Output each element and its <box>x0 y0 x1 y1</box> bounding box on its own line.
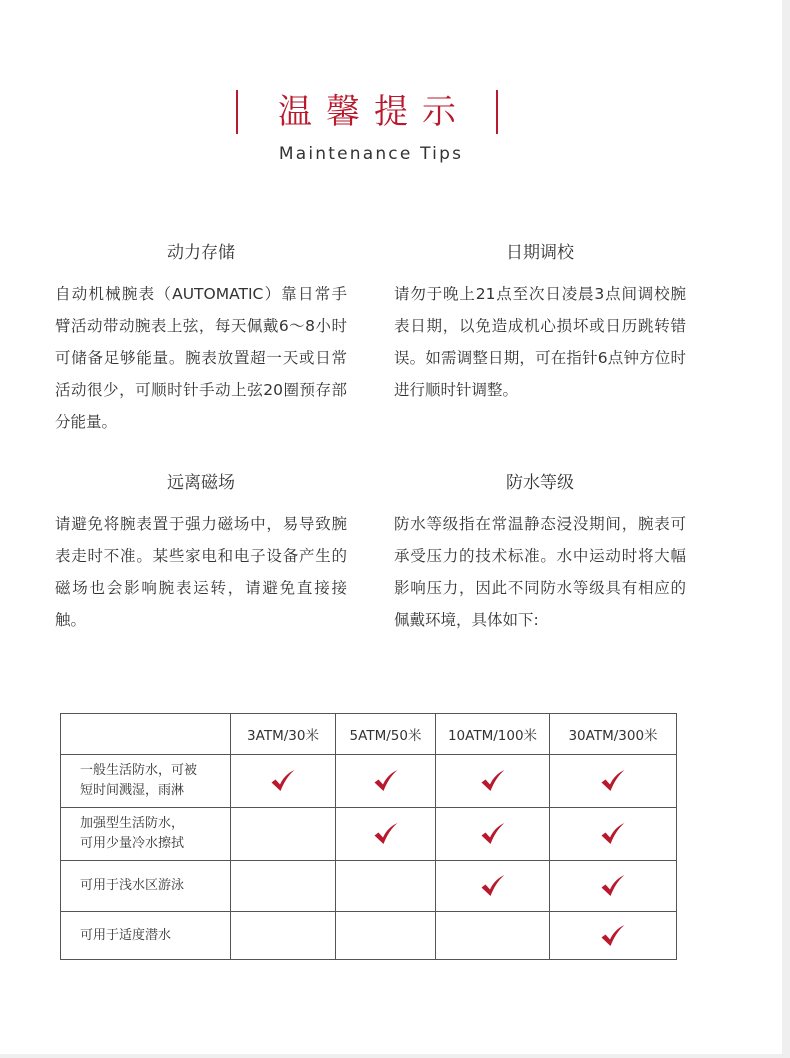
section-power-reserve <box>55 238 347 438</box>
rating-cell <box>550 808 677 861</box>
rating-cell <box>550 861 677 912</box>
rating-cell <box>336 808 436 861</box>
title-divider-right <box>496 90 498 134</box>
check-icon <box>270 769 296 793</box>
section-heading: 防水等级 <box>506 473 574 493</box>
table-header-cell: 5ATM/50米 <box>336 714 436 755</box>
section-heading: 日期调校 <box>506 243 574 263</box>
rating-cell <box>550 755 677 808</box>
row-label-line: 可用于适度潜水 <box>80 927 172 943</box>
rating-cell <box>231 808 336 861</box>
section-body: 自动机械腕表（AUTOMATIC）靠日常手臂活动带动腕表上弦，每天佩戴6～8小时可储备足够能量。腕表放置超一天或日常活动很少，可顺时针手动上弦20圈预存部分能量。 <box>55 285 347 431</box>
row-label-line: 一般生活防水，可被 <box>80 763 198 778</box>
rating-cell <box>436 755 550 808</box>
section-heading: 动力存储 <box>167 243 235 263</box>
table-row <box>61 808 677 861</box>
page-edge <box>0 1054 790 1058</box>
table-header-cell: 30ATM/300米 <box>550 714 677 755</box>
rating-cell <box>336 912 436 960</box>
section-body: 请避免将腕表置于强力磁场中，易导致腕表走时不准。某些家电和电子设备产生的磁场也会影响腕表运转，请避免直接接触。 <box>55 515 347 629</box>
rating-cell <box>231 861 336 912</box>
rating-cell <box>336 861 436 912</box>
check-icon <box>373 822 399 846</box>
table-header-cell: 10ATM/100米 <box>436 714 550 755</box>
rating-cell <box>436 912 550 960</box>
section-body: 请勿于晚上21点至次日凌晨3点间调校腕表日期，以免造成机心损坏或日历跳转错误。如需调整日期，可在指针6点钟方位时进行顺时针调整。 <box>394 285 686 399</box>
table-header-cell: 3ATM/30米 <box>231 714 336 755</box>
row-label-line: 可用少量冷水擦拭 <box>80 836 185 851</box>
check-icon <box>480 769 506 793</box>
check-icon <box>600 822 626 846</box>
check-icon <box>373 769 399 793</box>
table-row <box>61 861 677 912</box>
table-header-cell <box>61 714 231 755</box>
water-resistance-table <box>60 713 677 960</box>
check-icon <box>480 822 506 846</box>
rating-cell <box>436 861 550 912</box>
table-row <box>61 912 677 960</box>
page-edge <box>782 0 790 1058</box>
page-subtitle: Maintenance Tips <box>278 144 464 164</box>
row-label-line: 加强型生活防水， <box>80 816 185 831</box>
section-date-adjustment <box>394 238 686 406</box>
row-label <box>61 808 231 861</box>
section-magnetic-fields <box>55 468 347 636</box>
rating-cell <box>231 755 336 808</box>
rating-cell <box>550 912 677 960</box>
page-title: 温馨提示 <box>278 92 470 132</box>
table-row <box>61 755 677 808</box>
rating-cell <box>336 755 436 808</box>
check-icon <box>480 874 506 898</box>
row-label-line: 短时间溅湿，雨淋 <box>80 783 185 798</box>
table-header-row <box>61 714 677 755</box>
check-icon <box>600 769 626 793</box>
check-icon <box>600 924 626 948</box>
row-label-line: 可用于浅水区游泳 <box>80 878 185 893</box>
section-heading: 远离磁场 <box>167 473 235 493</box>
section-water-resistance <box>394 468 686 636</box>
check-icon <box>600 874 626 898</box>
section-body: 防水等级指在常温静态浸没期间，腕表可承受压力的技术标准。水中运动时将大幅影响压力，因此不同防水等级具有相应的佩戴环境，具体如下: <box>394 515 686 629</box>
rating-cell <box>436 808 550 861</box>
row-label <box>61 755 231 808</box>
row-label <box>61 861 231 912</box>
rating-cell <box>231 912 336 960</box>
row-label <box>61 912 231 960</box>
